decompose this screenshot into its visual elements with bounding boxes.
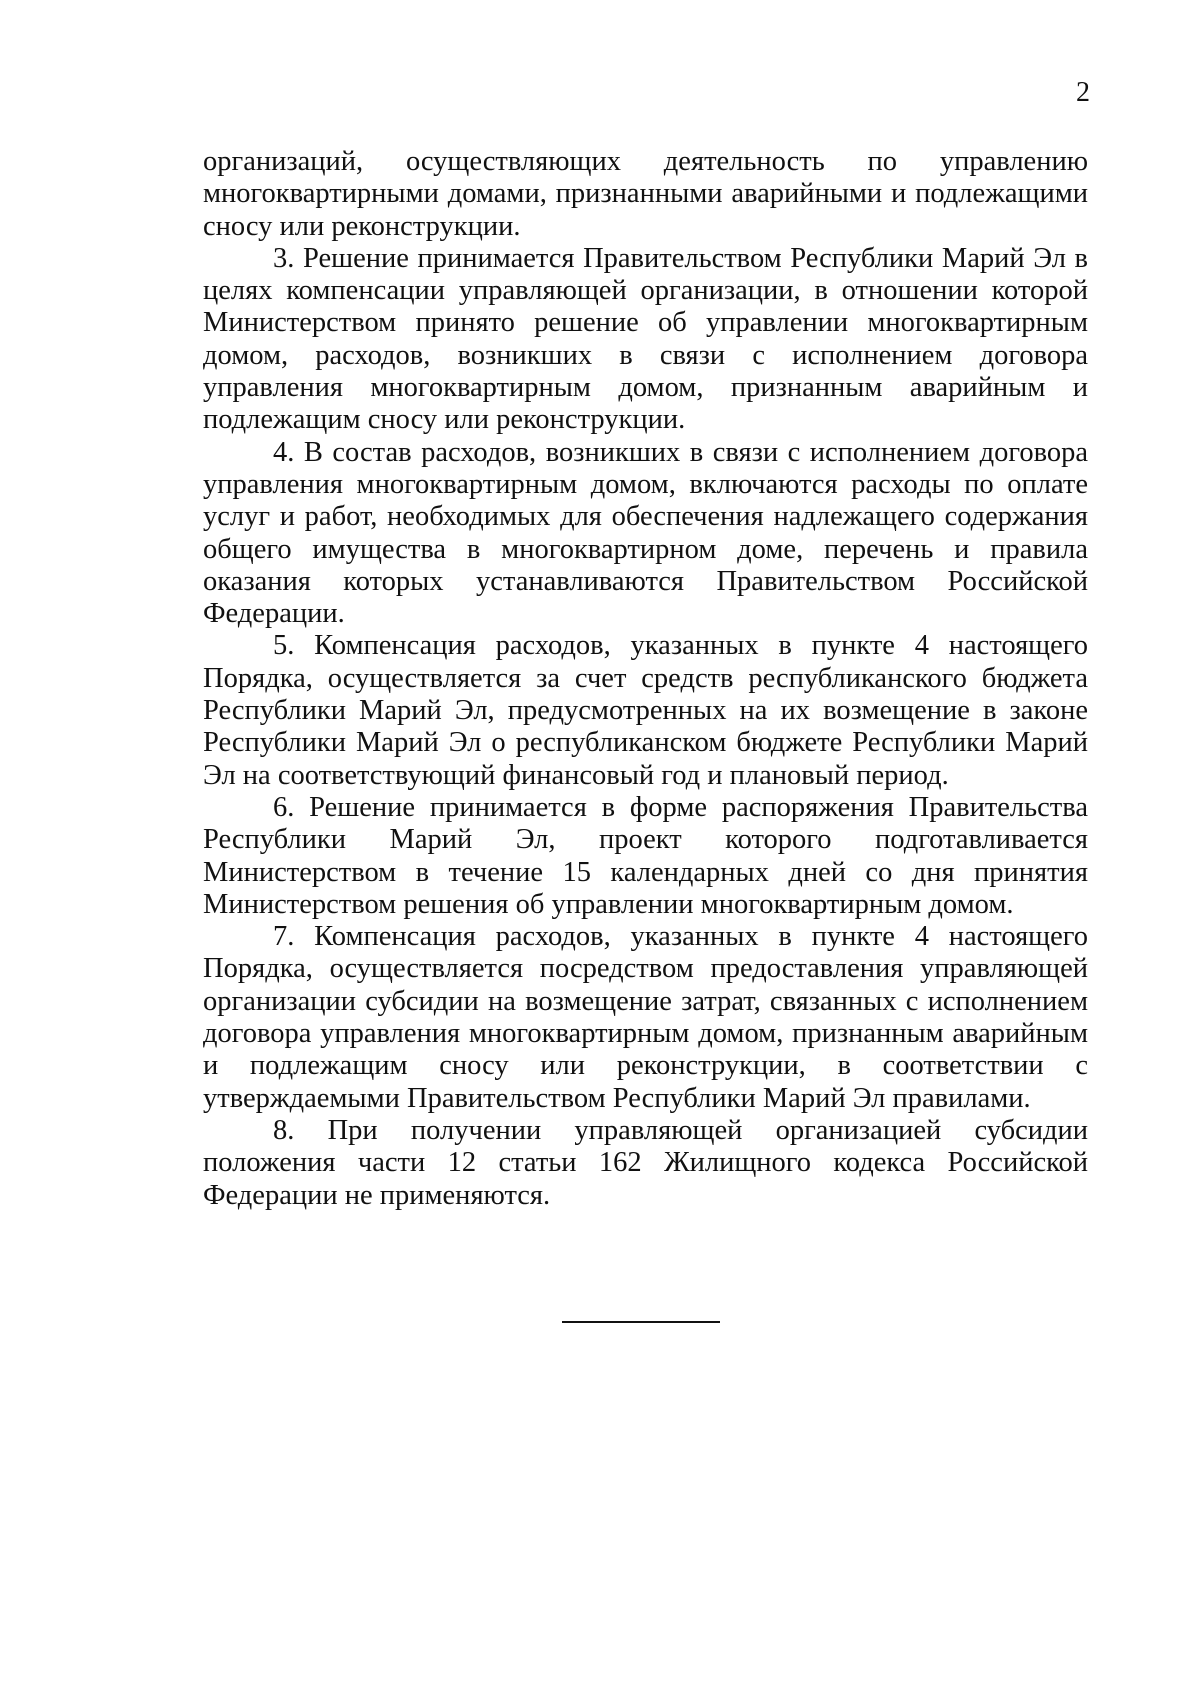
paragraph-text: В состав расходов, возникших в связи с исполнением договора управления многоквартирным домом, включаются расходы по оплате услуг и работ, необходимых для обеспечения надлежащего содержания общего имущества в многоквартирном доме, перечень и правила оказания которых устанавливаются Правительством Российской Федерации.: [203, 436, 1088, 630]
paragraph-5: [203, 630, 1088, 791]
paragraph-6: [203, 792, 1088, 921]
paragraph-7: [203, 921, 1088, 1115]
paragraph-number: 3.: [273, 242, 295, 274]
paragraph-number: 7.: [273, 921, 295, 953]
paragraph-text: Компенсация расходов, указанных в пункте 4 настоящего Порядка, осуществляется за счет средств республиканского бюджета Республики Марий Эл, предусмотренных на их возмещение в законе Республики Марий Эл о республиканском бюджете Республики Марий Эл на соответствующий финансовый год и плановый период.: [203, 630, 1088, 791]
paragraph-number: 6.: [273, 791, 295, 823]
paragraph-text: организаций, осуществляющих деятельность по управлению многоквартирными домами, признанными аварийными и подлежащими сносу или реконструкции.: [203, 146, 1088, 242]
paragraph-text: При получении управляющей организацией субсидии положения части 12 статьи 162 Жилищного кодекса Российской Федерации не применяются.: [203, 1114, 1089, 1211]
page-number: 2: [1076, 77, 1090, 108]
paragraph-text: Решение принимается Правительством Республики Марий Эл в целях компенсации управляющей организации, в отношении которой Министерством принято решение об управлении многоквартирным домом, расходов, возникших в связи с исполнением договора управления многоквартирным домом, признанным аварийным и подлежащим сносу или реконструкции.: [203, 242, 1089, 436]
paragraph-text: Компенсация расходов, указанных в пункте 4 настоящего Порядка, осуществляется посредством предоставления управляющей организации субсидии на возмещение затрат, связанных с исполнением договора управления многоквартирным домом, признанным аварийным и подлежащим сносу или реконструкции, в соответствии с утверждаемыми Правительством Республики Марий Эл правилами.: [203, 921, 1088, 1114]
paragraph-continuation: [203, 146, 1088, 243]
paragraph-text: Решение принимается в форме распоряжения Правительства Республики Марий Эл, проект которого подготавливается Министерством в течение 15 календарных дней со дня принятия Министерством решения об управлении многоквартирным домом.: [203, 791, 1088, 920]
paragraph-number: 5.: [273, 630, 295, 662]
end-of-document-rule: [562, 1321, 720, 1323]
paragraph-number: 4.: [273, 436, 295, 468]
document-body: [203, 146, 1088, 1212]
paragraph-3: [203, 243, 1088, 437]
paragraph-number: 8.: [273, 1114, 295, 1146]
paragraph-8: [203, 1115, 1088, 1212]
paragraph-4: [203, 437, 1088, 631]
